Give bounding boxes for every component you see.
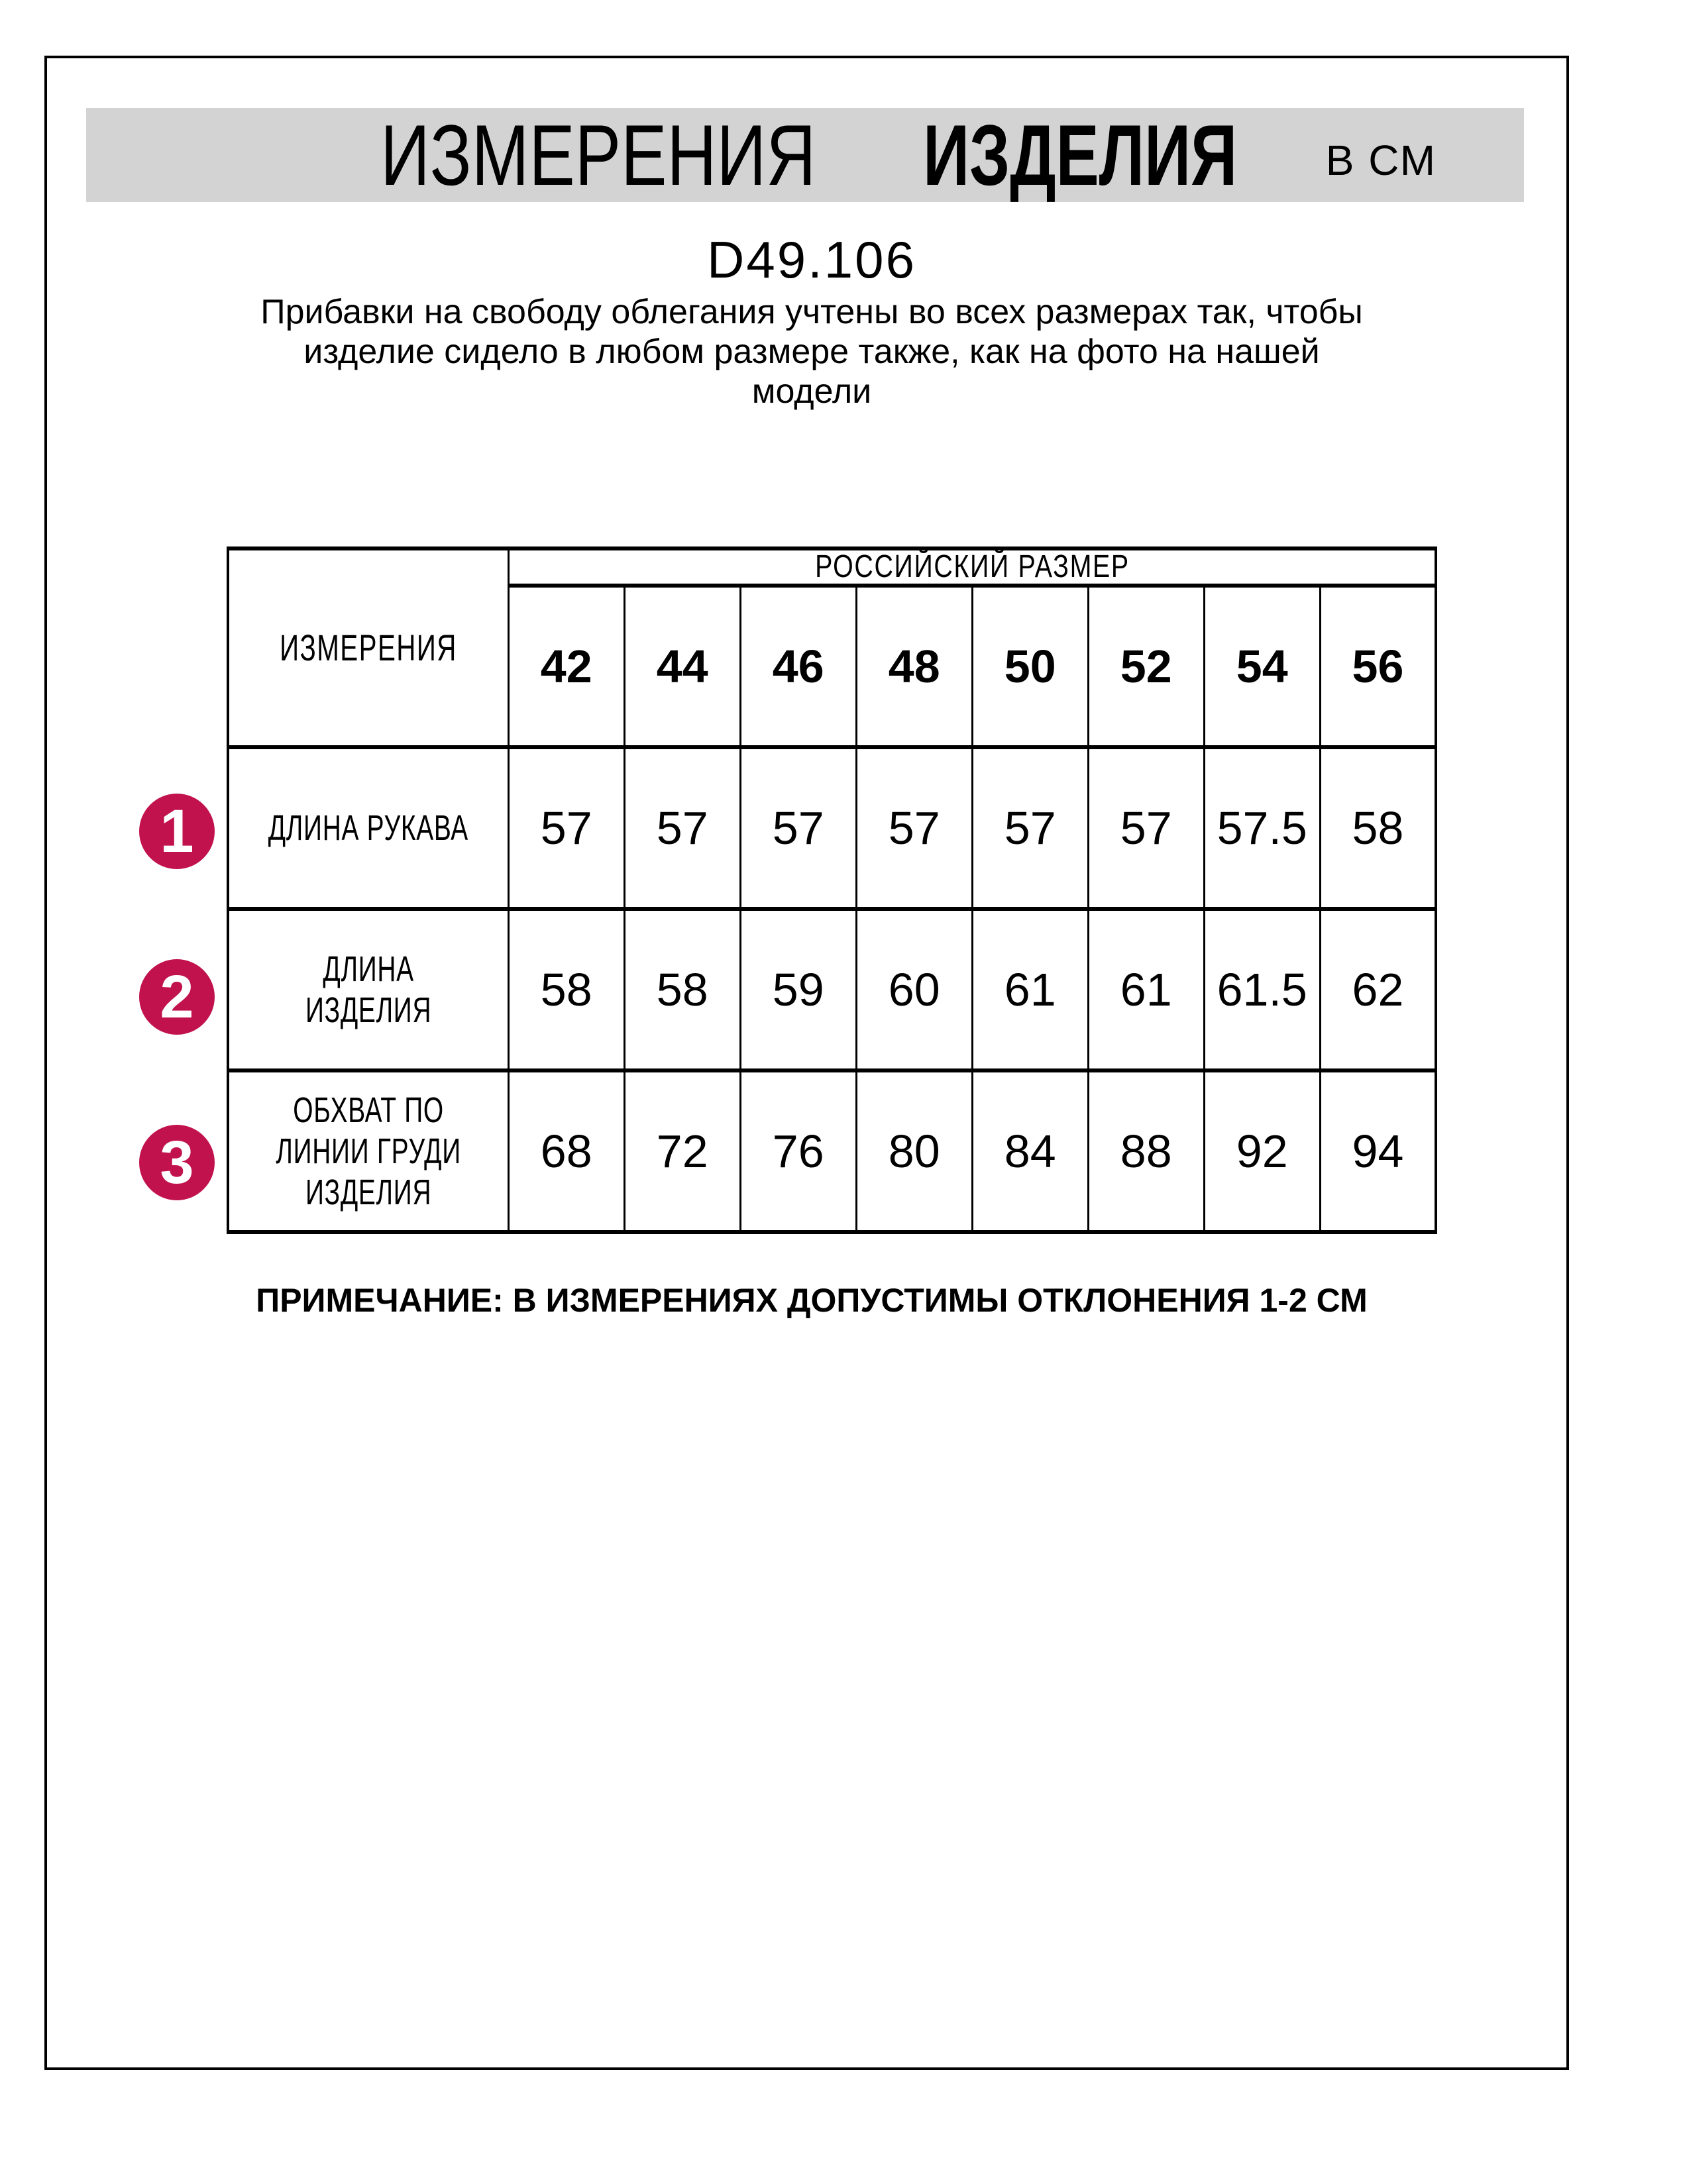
value-cell: 57 bbox=[508, 747, 624, 909]
measurements-header-label: ИЗМЕРЕНИЯ bbox=[279, 627, 457, 668]
value-cell: 57.5 bbox=[1204, 747, 1320, 909]
tolerance-note: ПРИМЕЧАНИЕ: В ИЗМЕРЕНИЯХ ДОПУСТИМЫ ОТКЛОНЕНИЯ 1-2 СМ bbox=[256, 1282, 1368, 1319]
row-number-badge-2 bbox=[139, 959, 215, 1035]
row-label-sleeve-length: ДЛИНА РУКАВА bbox=[268, 808, 468, 848]
table-header-top-row bbox=[228, 548, 1436, 586]
value-cell: 60 bbox=[856, 909, 972, 1070]
value-cell: 57 bbox=[856, 747, 972, 909]
value-cell: 68 bbox=[508, 1070, 624, 1232]
row-label-cell bbox=[228, 747, 508, 909]
value-cell: 62 bbox=[1320, 909, 1436, 1070]
description-line-1: Прибавки на свободу облегания учтены во всех размерах так, чтобы bbox=[260, 293, 1363, 331]
value-cell: 88 bbox=[1088, 1070, 1204, 1232]
value-cell: 61 bbox=[1088, 909, 1204, 1070]
row-number-badge-1 bbox=[139, 794, 215, 869]
article-code: D49.106 bbox=[707, 231, 916, 289]
size-header-46: 46 bbox=[740, 586, 856, 747]
value-cell: 58 bbox=[624, 909, 740, 1070]
size-header-52: 52 bbox=[1088, 586, 1204, 747]
value-cell: 61.5 bbox=[1204, 909, 1320, 1070]
value-cell: 92 bbox=[1204, 1070, 1320, 1232]
value-cell: 58 bbox=[508, 909, 624, 1070]
size-header-48: 48 bbox=[856, 586, 972, 747]
value-cell: 59 bbox=[740, 909, 856, 1070]
value-cell: 58 bbox=[1320, 747, 1436, 909]
russian-size-header-label: РОССИЙСКИЙ РАЗМЕР bbox=[814, 549, 1130, 584]
value-cell: 57 bbox=[1088, 747, 1204, 909]
value-cell: 57 bbox=[972, 747, 1088, 909]
description-line-2: изделие сидело в любом размере также, как на фото на нашей bbox=[303, 333, 1320, 371]
value-cell: 57 bbox=[740, 747, 856, 909]
table-row-chest-girth bbox=[228, 1070, 1436, 1232]
header-title bbox=[326, 107, 1437, 203]
value-cell: 84 bbox=[972, 1070, 1088, 1232]
fit-description bbox=[212, 292, 1411, 411]
size-header-50: 50 bbox=[972, 586, 1088, 747]
value-cell: 72 bbox=[624, 1070, 740, 1232]
row-label-chest-girth: ОБХВАТ ПО ЛИНИИ ГРУДИ ИЗДЕЛИЯ bbox=[276, 1090, 461, 1212]
value-cell: 80 bbox=[856, 1070, 972, 1232]
value-cell: 76 bbox=[740, 1070, 856, 1232]
size-table bbox=[227, 546, 1437, 1234]
badge-number: 1 bbox=[160, 798, 194, 865]
value-cell: 57 bbox=[624, 747, 740, 909]
header-word-measurements: ИЗМЕРЕНИЯ bbox=[380, 107, 816, 203]
size-header-42: 42 bbox=[508, 586, 624, 747]
size-header-44: 44 bbox=[624, 586, 740, 747]
measurements-header-cell bbox=[228, 548, 508, 747]
size-header-56: 56 bbox=[1320, 586, 1436, 747]
table-row-item-length bbox=[228, 909, 1436, 1070]
header-bar bbox=[86, 108, 1524, 202]
badge-number: 3 bbox=[160, 1129, 194, 1196]
header-unit-label: В СМ bbox=[1325, 136, 1437, 184]
row-number-badge-3 bbox=[139, 1125, 215, 1200]
table-row-sleeve-length bbox=[228, 747, 1436, 909]
value-cell: 94 bbox=[1320, 1070, 1436, 1232]
row-label-cell bbox=[228, 909, 508, 1070]
russian-size-header-cell bbox=[508, 548, 1436, 586]
row-label-cell bbox=[228, 1070, 508, 1232]
header-word-product: ИЗДЕЛИЯ bbox=[922, 107, 1237, 203]
description-line-3: модели bbox=[751, 372, 872, 411]
badge-number: 2 bbox=[160, 963, 194, 1031]
size-header-54: 54 bbox=[1204, 586, 1320, 747]
row-label-item-length: ДЛИНА ИЗДЕЛИЯ bbox=[305, 949, 431, 1030]
value-cell: 61 bbox=[972, 909, 1088, 1070]
